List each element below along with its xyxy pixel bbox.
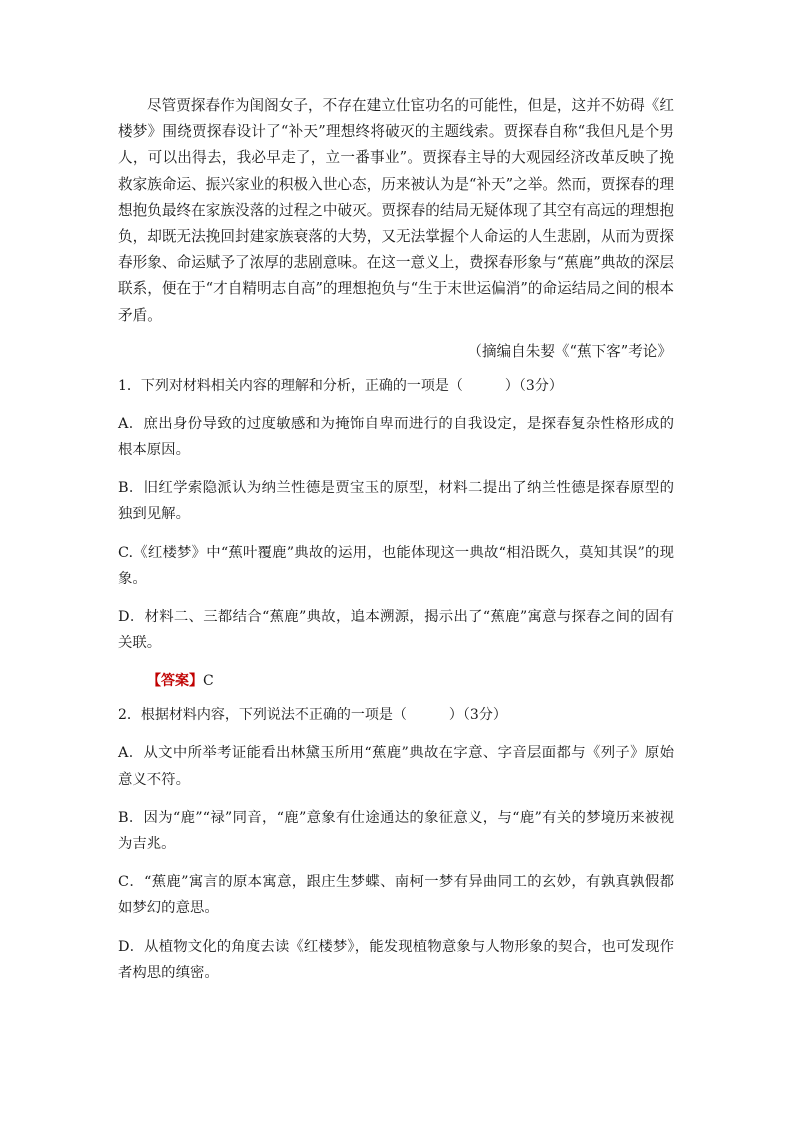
question-2-option-d: D．从植物文化的角度去读《红楼梦》，能发现植物意象与人物形象的契合，也可发现作者构思的缜密。 xyxy=(118,938,674,981)
answer-value: C xyxy=(203,673,214,690)
question-1-option-d: D．材料二、三都结合“蕉鹿”典故，追本溯源，揭示出了“蕉鹿”寓意与探春之间的固有关联。 xyxy=(118,609,674,652)
passage-paragraph: 尽管贾探春作为闺阁女子，不存在建立仕宦功名的可能性，但是，这并不妨碍《红楼梦》围绕贾探春设计了“补天”理想终将破灭的主题线索。贾探春自称“我但凡是个男人，可以出得去，我必早走了，立一番事业”。贾探春主导的大观园经济改革反映了挽救家族命运、振兴家业的积极入世心态，历来被认为是“补天”之举。然而，贾探春的理想抱负最终在家族没落的过程之中破灭。贾探春的结局无疑体现了其空有高远的理想抱负，却既无法挽回封建家族衰落的大势，又无法掌握个人命运的人生悲剧，从而为贾探春形象、命运赋予了浓厚的悲剧意味。在这一意义上，费探春形象与“蕉鹿”典故的深层联系，便在于“才自精明志自高”的理想抱负与“生于末世运偏消”的命运结局之间的根本矛盾。 xyxy=(118,97,674,324)
question-2-option-c: C．“蕉鹿”寓言的原本寓意，跟庄生梦蝶、南柯一梦有异曲同工的玄妙，有孰真孰假都如梦幻的意思。 xyxy=(118,874,674,917)
passage-source: （摘编自朱㛃《“蕉下客”考论》 xyxy=(467,342,672,360)
question-1-option-c: C.《红楼梦》中“蕉叶覆鹿”典故的运用，也能体现这一典故“相沿既久，莫知其误”的现象。 xyxy=(118,544,674,587)
question-2-option-a: A．从文中所举考证能看出林黛玉所用“蕉鹿”典故在字意、字音层面都与《列子》原始意义不符。 xyxy=(118,745,674,788)
question-1-stem: 1．下列对材料相关内容的理解和分析，正确的一项是（ ）（3分） xyxy=(118,377,563,394)
question-2-option-b: B．因为“鹿”“禄”同音，“鹿”意象有仕途通达的象征意义，与“鹿”有关的梦境历来被视为吉兆。 xyxy=(118,809,674,853)
question-1-answer xyxy=(147,668,674,694)
question-1-option-b: B．旧红学索隐派认为纳兰性德是贾宝玉的原型，材料二提出了纳兰性德是探春原型的独到见解。 xyxy=(118,480,674,523)
question-2-stem: 2．根据材料内容，下列说法不正确的一项是（ ）（3分） xyxy=(118,707,507,724)
document-page xyxy=(118,93,674,986)
question-1-option-a: A．庶出身份导致的过度敏感和为掩饰自卑而进行的自我设定，是探春复杂性格形成的根本原因。 xyxy=(118,415,674,459)
answer-tag: 【答案】 xyxy=(147,673,203,690)
